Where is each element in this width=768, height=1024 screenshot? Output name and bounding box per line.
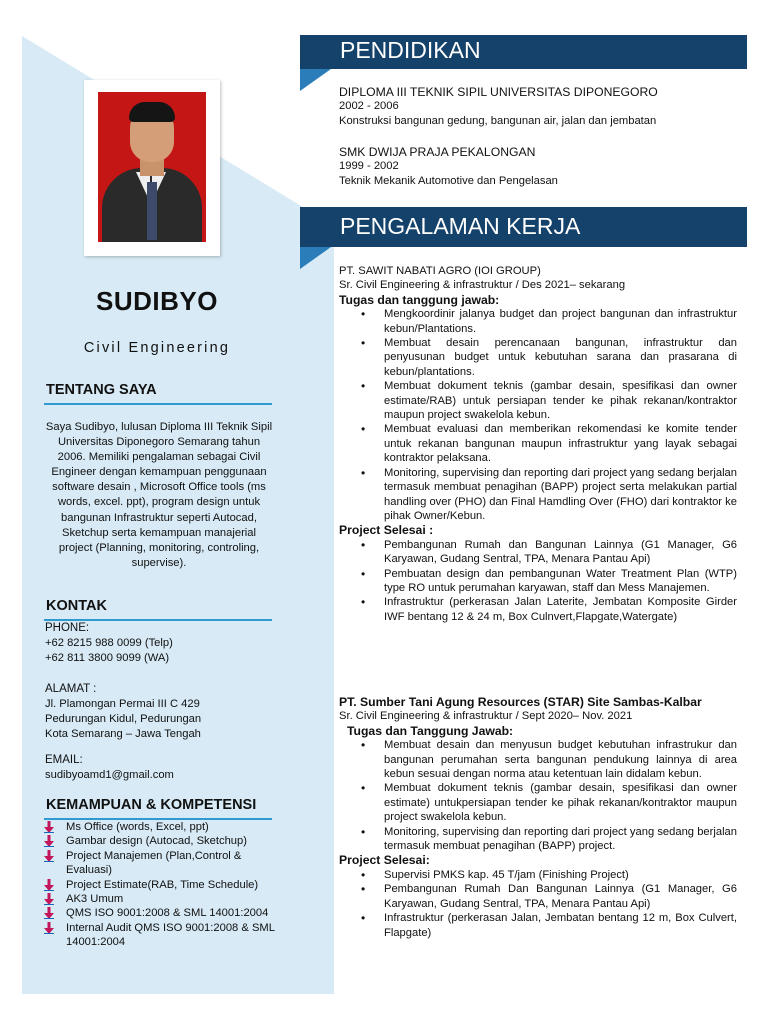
project-item: • Infrastruktur (perkerasan Jalan, Jembatan bentang 12 m, Box Culvert, Flapgate) [339,911,737,940]
experience-header-fold [300,247,331,269]
email-label: EMAIL: [45,754,83,766]
arrow-down-icon [44,893,54,905]
school-name: DIPLOMA III TEKNIK SIPIL UNIVERSITAS DIPONEGORO [339,85,658,99]
education-header-fold [300,69,331,91]
duties-label: Tugas dan tanggung jawab: [339,292,500,307]
duties-list [339,738,737,853]
skills-list [44,820,284,950]
school-description: Teknik Mekanik Automotive dan Pengelasan [339,174,558,187]
skill-item: Project Manajemen (Plan,Control & Evaluasi) [44,849,284,878]
arrow-down-icon [44,879,54,891]
address-line: Pedurungan Kidul, Pedurungan [45,713,202,726]
about-text: Saya Sudibyo, lulusan Diploma III Teknik Sipil Universitas Diponegoro Semarang tahun 2006. Memiliki pengalaman sebagai Civil Engineer dengan kemampuan penggunaan software desain , Microsoft Office tools (ms words, excel. ppt), program design untuk bangunan Infrastruktur seperti Autocad, Sketchup serta kemampuan manajerial project (Planning, monitoring, controling, supervise). [45,421,273,569]
duty-item: • Monitoring, supervising dan reporting dari project yang sedang berjalan termasuk membuat penagihan (BAPP) project serta melakukan partial handling over (PHO) dan Final Hamdling Over (FHO) dari kontraktor ke pihak Owner/Kebun. [339,466,737,524]
projects-list [339,538,737,624]
duties-list [339,307,737,523]
education-entry [339,85,737,128]
skill-item: Internal Audit QMS ISO 9001:2008 & SML 14001:2004 [44,921,284,950]
school-description: Konstruksi bangunan gedung, bangunan air, jalan dan jembatan [339,114,657,127]
company-name: PT. SAWIT NABATI AGRO (IOI GROUP) [339,265,541,277]
about-divider [44,403,272,405]
duty-item: • Membuat desain dan menyusun budget kebutuhan infrastrukur dan bangunan perumahan serta bangunan pendukung lainnya di area kebun sesuai dengan norma atau ketentuan lain didalam kebun. [339,738,737,781]
experience-heading: PENGALAMAN KERJA [340,213,581,239]
arrow-down-icon [44,835,54,847]
skill-item: Ms Office (words, Excel, ppt) [44,820,284,834]
profile-role: Civil Engineering [83,340,231,356]
about-heading: TENTANG SAYA [46,382,157,398]
arrow-down-icon [44,907,54,919]
profile-photo [98,92,206,242]
address-label: ALAMAT : [45,683,97,695]
arrow-down-icon [44,850,54,862]
address-block [45,682,285,742]
job-entry [339,264,737,624]
job-entry [339,695,737,940]
projects-label: Project Selesai : [339,523,434,538]
phone-block [45,621,285,666]
arrow-down-icon [44,922,54,934]
skill-item: QMS ISO 9001:2008 & SML 14001:2004 [44,906,284,920]
duty-item: • Monitoring, supervising dan reporting dari project yang sedang berjalan termasuk membuat penagihan (BAPP) project. [339,825,737,854]
email-address[interactable]: sudibyoamd1@gmail.com [45,769,174,782]
profile-name: SUDIBYO [96,286,218,316]
address-line: Jl. Plamongan Permai III C 429 [45,698,200,711]
skills-heading: KEMAMPUAN & KOMPETENSI [46,797,257,813]
arrow-down-icon [44,821,54,833]
education-entry [339,145,737,188]
school-years: 2002 - 2006 [339,100,399,113]
projects-label: Project Selesai: [339,853,430,868]
project-item: • Pembangunan Rumah dan Bangunan Lainnya (G1 Manager, G6 Karyawan, Gudang Sentral, TPA, Menara Pantau Api) [339,538,737,567]
phone-number[interactable]: +62 811 3800 9099 (WA) [45,652,170,665]
project-item: • Pembangunan Rumah Dan Bangunan Lainnya (G1 Manager, G6 Karyawan, Gudang Sentral, TPA, Menara Pantau Api) [339,882,737,911]
job-position: Sr. Civil Engineering & infrastruktur / Des 2021– sekarang [339,279,626,292]
duty-item: • Membuat evaluasi dan memberikan rekomendasi ke komite tender untuk rekanan bangunan maupun infrastruktur yang layak sebagai kontraktor pelaksana. [339,422,737,465]
duty-item: • Membuat dokument teknis (gambar desain, spesifikasi dan owner estimate) untukpersiapan tender ke pihak rekanan/kontraktor maupun project swakelola kebun. [339,781,737,824]
duty-item: • Mengkoordinir jalanya budget dan project bangunan dan infrastruktur kebun/Plantations. [339,307,737,336]
project-item: • Supervisi PMKS kap. 45 T/jam (Finishing Project) [339,868,737,882]
job-position: Sr. Civil Engineering & infrastruktur / Sept 2020– Nov. 2021 [339,710,633,723]
project-item: • Pembuatan design dan pembangunan Water Treatment Plan (WTP) type RO untuk perumahan karyawan, staff dan Mess Manajemen. [339,567,737,596]
school-years: 1999 - 2002 [339,160,399,173]
projects-list [339,868,737,940]
school-name: SMK DWIJA PRAJA PEKALONGAN [339,145,536,159]
phone-number[interactable]: +62 8215 988 0099 (Telp) [45,637,173,650]
duties-label: Tugas dan Tanggung Jawab: [347,723,514,738]
contact-heading: KONTAK [46,598,107,614]
company-name: PT. Sumber Tani Agung Resources (STAR) Site Sambas-Kalbar [339,695,702,709]
skill-item: Project Estimate(RAB, Time Schedule) [44,878,284,892]
address-line: Kota Semarang – Jawa Tengah [45,728,201,741]
phone-label: PHONE: [45,622,90,634]
education-heading: PENDIDIKAN [340,37,481,63]
duty-item: • Membuat dokument teknis (gambar desain, spesifikasi dan owner estimate/RAB) untuk persiapan tender ke pihak rekanan/kontraktor maupun project swakelola kebun. [339,379,737,422]
project-item: • Infrastruktur (perkerasan Jalan Laterite, Jembatan Komposite Girder IWF bentang 12 & 24 m, Box Culnvert,Flapgate,Watergate) [339,595,737,624]
skill-item: Gambar design (Autocad, Sketchup) [44,834,284,848]
duty-item: • Membuat desain perencanaan bangunan, infrastruktur dan penyusunan budget untuk kebutuhan sarana dan prasarana di kebun/plantations. [339,336,737,379]
email-block [45,753,285,783]
skill-item: AK3 Umum [44,892,284,906]
